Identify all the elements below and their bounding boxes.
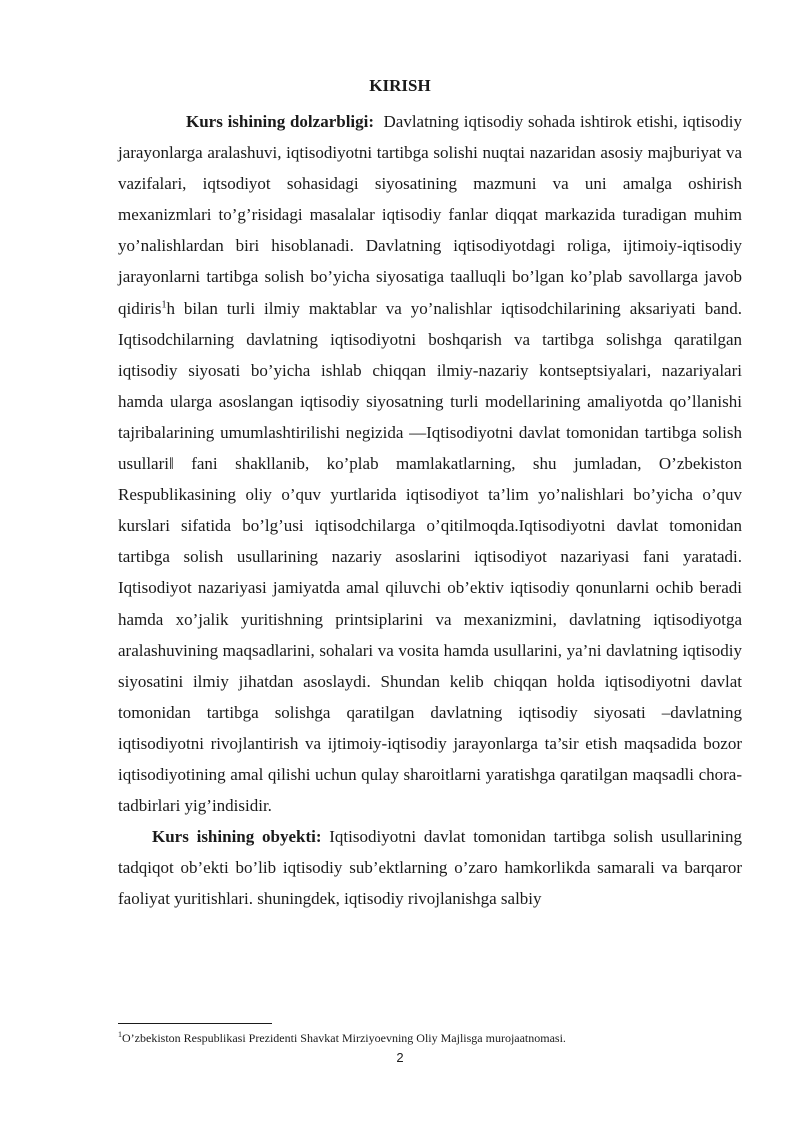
footnote-separator	[118, 1023, 272, 1024]
paragraph-lead-object: Kurs ishining obyekti:	[152, 827, 322, 847]
footnote-text: O’zbekiston Respublikasi Prezidenti Shavkat Mirziyoevning Oliy Majlisga murojaatnomasi.	[122, 1031, 566, 1045]
paragraph-text-part2: h bilan turli ilmiy maktablar va yo’nalishlar iqtisodchilarining aksariyati band. Iqtisodchilarning davlatning iqtisodiyotni boshqarish va tartibga solishga qaratilgan iqtisodiy siyosati bo’yicha ishlab chiqqan ilmiy-nazariy kontseptsiyalari, nazariyalari hamda ularga asoslangan iqtisodiy siyosatning turli modellarining amaliyotda qo’llanishi tajribalarining umumlashtirilishi negizida ―Iqtisodiyotni davlat tomonidan tartibga solish usullari‖ fani shakllanib, ko’plab mamlakatlarning, shu jumladan, O’zbekiston Respublikasining oliy o’quv yurtlarida iqtisodiyot ta’lim yo’nalishlari bo’yicha o’quv kurslari sifatida bo’lg’usi iqtisodchilarga o’qitilmoqda.Iqtisodiyotni davlat tomonidan tartibga solish usullarining nazariy asoslarini iqtisodiyot nazariyasi fani yaratadi. Iqtisodiyot nazariyasi jamiyatda amal qiluvchi ob’ektiv iqtisodiy qonunlarni ochib beradi hamda xo’jalik yuritishning printsiplarini va mexanizmini, davlatning iqtisodiyotga aralashuvining maqsadlarini, sohalari va vosita hamda usullarini, ya’ni davlatning iqtisodiy siyosatini ilmiy jihatdan asoslaydi. Shundan kelib chiqqan holda iqtisodiyotni davlat tomonidan tartibga solishga qaratilgan davlatning iqtisodiy siyosati –davlatning iqtisodiyotni rivojlantirish va ijtimoiy-iqtisodiy jarayonlarga ta’sir etish maqsadida bozor iqtisodiyotining amal qilishi uchun qulay sharoitlarni yaratishga qaratilgan maqsadli chora-tadbirlari yig’indisidir.	[118, 298, 742, 816]
paragraph-relevance	[118, 106, 742, 821]
footnote-reference[interactable]: 1	[161, 298, 167, 310]
paragraph-text-object: Iqtisodiyotni davlat tomonidan tartibga solish usullarining tadqiqot ob’ekti bo’lib iqtisodiy sub’ektlarning o’zaro hamkorlikda samarali va barqaror faoliyat yuritishlari. shuningdek, iqtisodiy rivojlanishga salbiy	[118, 827, 742, 909]
page-title: KIRISH	[369, 76, 431, 95]
paragraph-text-part1: Davlatning iqtisodiy sohada ishtirok etishi, iqtisodiy jarayonlarga aralashuvi, iqtisodiyotni tartibga solishi nuqtai nazaridan asosiy majburiyat va vazifalari, iqtsodiyot sohasidagi siyosatining mazmuni va uni amalga oshirish mexanizmlari to’g’risidagi masalalar iqtisodiy fanlar diqqat markazida turadigan muhim yo’nalishlardan biri hisoblanadi. Davlatning iqtisodiyotdagi roliga, ijtimoiy-iqtisodiy jarayonlarni tartibga solish bo’yicha siyosatiga taalluqli bo’lgan ko’plab savollarga javob qidiris	[118, 112, 743, 318]
paragraph-object	[118, 821, 742, 914]
footnote-marker: 1	[118, 1030, 122, 1039]
footnote	[118, 1031, 566, 1045]
paragraph-lead-relevance: Kurs ishining dolzarbligi:	[186, 112, 375, 131]
body-text	[118, 106, 742, 914]
page-number: 2	[396, 1050, 404, 1065]
